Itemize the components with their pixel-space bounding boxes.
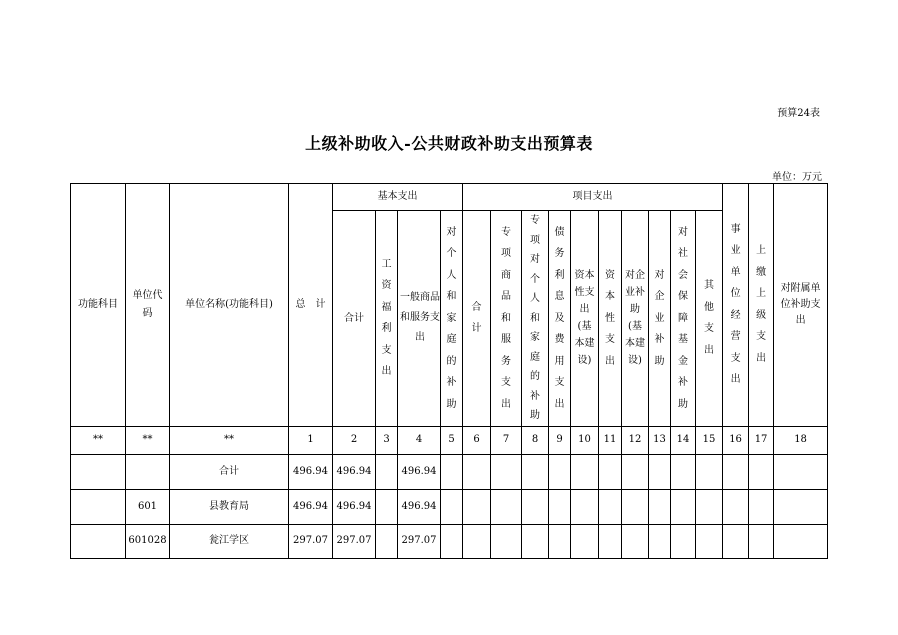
header-unit-name: 单位名称(功能科目) xyxy=(170,184,289,427)
cell-code: 601 xyxy=(126,489,170,524)
table-row xyxy=(71,524,828,558)
header-basic-expenditure: 基本支出 xyxy=(333,184,463,211)
header-enterprise-basic: 对企业补助(基本建设) xyxy=(622,211,649,427)
cell-basic-sum: 496.94 xyxy=(333,489,376,524)
index-cell: 4 xyxy=(398,426,441,454)
index-cell: ** xyxy=(71,426,126,454)
cell-basic-sum: 496.94 xyxy=(333,454,376,489)
cell-basic-sum: 297.07 xyxy=(333,524,376,558)
header-upper-payment: 上缴上级支出 xyxy=(749,184,774,427)
index-cell: 13 xyxy=(649,426,671,454)
cell-func xyxy=(71,524,126,558)
index-cell: 1 xyxy=(289,426,333,454)
cell-goods: 496.94 xyxy=(398,454,441,489)
header-enterprise: 对企业补助 xyxy=(649,211,671,427)
cell-wages xyxy=(376,489,398,524)
index-cell: 7 xyxy=(491,426,522,454)
page-title: 上级补助收入-公共财政补助支出预算表 xyxy=(305,134,593,153)
header-affiliated: 对附属单位补助支出 xyxy=(774,184,828,427)
budget-table xyxy=(70,183,828,559)
index-cell: 9 xyxy=(549,426,571,454)
index-cell: 17 xyxy=(749,426,774,454)
index-cell: 15 xyxy=(696,426,723,454)
index-cell: 8 xyxy=(522,426,549,454)
cell-goods: 496.94 xyxy=(398,489,441,524)
cell-total: 496.94 xyxy=(289,489,333,524)
header-wages: 工资福利支出 xyxy=(376,211,398,427)
header-unit-code: 单位代码 xyxy=(126,184,170,427)
index-cell: 2 xyxy=(333,426,376,454)
unit-label: 单位：万元 xyxy=(772,172,822,183)
index-cell: 18 xyxy=(774,426,828,454)
header-proj-goods: 专项商品和服务支出 xyxy=(491,211,522,427)
cell-name: 瓮江学区 xyxy=(170,524,289,558)
cell-code xyxy=(126,454,170,489)
header-row-1 xyxy=(71,184,828,211)
index-cell: 14 xyxy=(671,426,696,454)
index-cell: ** xyxy=(170,426,289,454)
index-cell: 5 xyxy=(441,426,463,454)
cell-code: 601028 xyxy=(126,524,170,558)
header-to-individuals: 对个人和家庭的补助 xyxy=(441,211,463,427)
form-number: 预算24表 xyxy=(777,108,820,119)
table-row xyxy=(71,489,828,524)
cell-goods: 297.07 xyxy=(398,524,441,558)
header-social-security: 对社会保障基金补助 xyxy=(671,211,696,427)
index-cell: 3 xyxy=(376,426,398,454)
index-cell: 16 xyxy=(723,426,749,454)
header-business: 事业单位经营支出 xyxy=(723,184,749,427)
index-cell: 11 xyxy=(599,426,622,454)
cell-total: 297.07 xyxy=(289,524,333,558)
cell-wages xyxy=(376,454,398,489)
header-capital-basic: 资本性支出(基本建设) xyxy=(571,211,599,427)
index-cell: 10 xyxy=(571,426,599,454)
cell-func xyxy=(71,489,126,524)
header-goods: 一般商品和服务支出 xyxy=(398,211,441,427)
cell-total: 496.94 xyxy=(289,454,333,489)
header-debt-interest: 债务利息及费用支出 xyxy=(549,211,571,427)
table-row xyxy=(71,454,828,489)
cell-name: 县教育局 xyxy=(170,489,289,524)
header-total: 总 计 xyxy=(289,184,333,427)
header-basic-sum: 合计 xyxy=(333,211,376,427)
header-other: 其他支出 xyxy=(696,211,723,427)
cell-func xyxy=(71,454,126,489)
index-row xyxy=(71,426,828,454)
header-func-subject: 功能科目 xyxy=(71,184,126,427)
header-proj-sum: 合计 xyxy=(463,211,491,427)
index-cell: 12 xyxy=(622,426,649,454)
header-capital: 资本性支出 xyxy=(599,211,622,427)
header-proj-individuals: 专项对个人和家庭的补助 xyxy=(522,211,549,427)
cell-name: 合计 xyxy=(170,454,289,489)
index-cell: 6 xyxy=(463,426,491,454)
header-project-expenditure: 项目支出 xyxy=(463,184,723,211)
cell-wages xyxy=(376,524,398,558)
index-cell: ** xyxy=(126,426,170,454)
